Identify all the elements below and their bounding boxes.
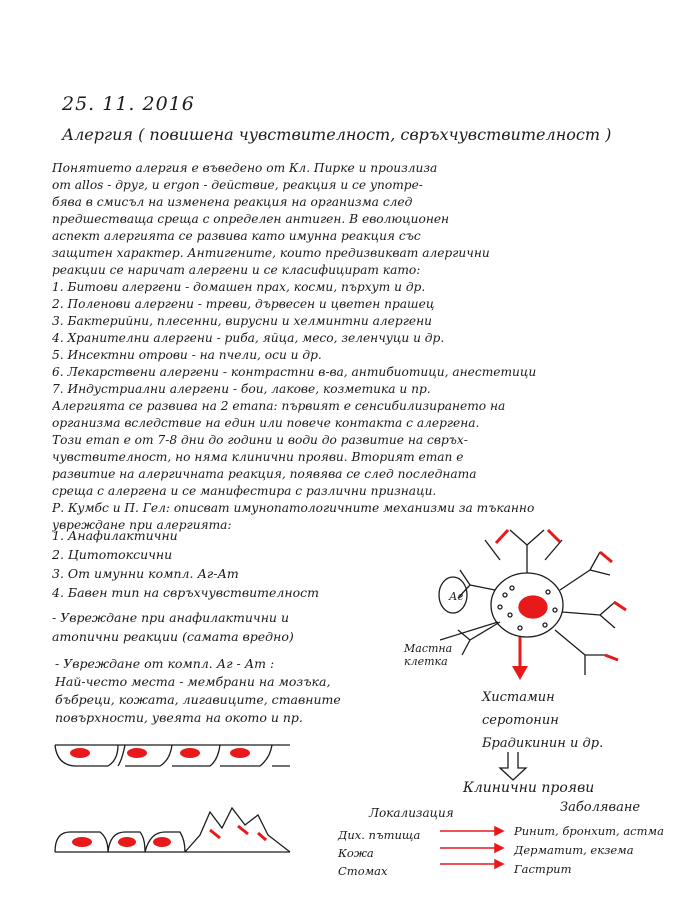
- text-line: Този етап е от 7-8 дни до години и води до развитие на свръх-: [52, 433, 468, 447]
- localization-list: [338, 826, 420, 880]
- note-line: повърхности, увеята на окото и пр.: [55, 710, 303, 725]
- mediator-item: серотонин: [482, 713, 559, 728]
- text-line: Алергията се развива на 2 етапа: първият е сенсибилизирането на: [52, 399, 506, 413]
- tissue-cells-damaged: [55, 808, 290, 852]
- antigen-label: Аг: [449, 590, 463, 603]
- text-line: защитен характер. Антигените, които предизвикват алергични: [52, 246, 490, 260]
- disease-item: Дерматит, екзема: [514, 843, 634, 857]
- text-line: бява в смисъл на изменена реакция на организма след: [52, 195, 413, 209]
- clinical-title: Клинични прояви: [463, 780, 595, 796]
- note-anaphylactic-line: атопични реакции (самата вредно): [52, 629, 294, 644]
- allergen-item: 1. Битови алергени - домашен прах, косми, пърхут и др.: [52, 280, 426, 294]
- text-line: аспект алергията се развива като имунна реакция със: [52, 229, 421, 243]
- allergen-item: 2. Поленови алергени - треви, дървесен и цветен прашец: [52, 297, 435, 311]
- mapping-arrows: [440, 827, 503, 868]
- localization-item: Стомах: [338, 864, 388, 878]
- note-line: Най-често места - мембрани на мозъка,: [55, 674, 331, 689]
- localization-item: Дих. пътища: [338, 828, 421, 842]
- allergen-item: 3. Бактерийни, плесенни, вирусни и хелминтни алергени: [52, 314, 432, 328]
- text-line: Понятието алергия е въведено от Кл. Пирке и произлиза: [52, 161, 438, 175]
- mechanism-item: 3. От имунни компл. Аг-Ат: [52, 566, 239, 581]
- text-line: увреждане при алергията:: [52, 518, 232, 532]
- mechanism-item: 4. Бавен тип на свръхчувствителност: [52, 585, 319, 600]
- down-arrow-icon: [500, 752, 526, 780]
- tissue-cells-intact: [55, 745, 290, 766]
- allergen-item: 5. Инсектни отрови - на пчели, оси и др.: [52, 348, 322, 362]
- allergen-item: 4. Хранителни алергени - риба, яйца, месо, зеленчуци и др.: [52, 331, 445, 345]
- note-line: бъбреци, кожата, лигавиците, ставните: [55, 692, 341, 707]
- mediator-list: [482, 686, 603, 755]
- allergen-item: 6. Лекарствени алергени - контрастни в-ва, антибиотици, анестетици: [52, 365, 537, 379]
- disease-list: [514, 822, 664, 879]
- text-line: Р. Кумбс и П. Гел: описват имунопатологичните механизми за тъканно: [52, 501, 535, 515]
- text-line: предшестваща среща с определен антиген. В еволюционен: [52, 212, 450, 226]
- disease-header: Заболяване: [560, 800, 641, 815]
- mast-label-arrow: [440, 622, 498, 640]
- localization-item: Кожа: [338, 846, 374, 860]
- mediator-item: Хистамин: [482, 690, 555, 705]
- note-line: - Увреждане от компл. Аг - Ат :: [55, 656, 275, 671]
- mechanism-item: 2. Цитотоксични: [52, 547, 173, 562]
- mechanism-item: 1. Анафилактични: [52, 528, 178, 543]
- text-line: чувствителност, но няма клинични прояви. Вторият етап е: [52, 450, 464, 464]
- text-line: развитие на алергичната реакция, появява се след последната: [52, 467, 477, 481]
- text-line: реакции се наричат алергени и се класифицират като:: [52, 263, 421, 277]
- mediator-item: Брадикинин и др.: [482, 736, 604, 751]
- localization-header: Локализация: [369, 806, 454, 820]
- disease-item: Гастрит: [514, 862, 572, 876]
- mast-cell-drawing: [439, 530, 615, 675]
- text-line: организма вследствие на един или повече контакта с алергена.: [52, 416, 480, 430]
- allergen-item: 7. Индустриални алергени - бои, лакове, козметика и пр.: [52, 382, 431, 396]
- mast-cell-label: Мастна клетка: [404, 642, 453, 668]
- text-line: среща с алергена и се манифестира с различни признаци.: [52, 484, 437, 498]
- disease-item: Ринит, бронхит, астма: [514, 824, 664, 838]
- degranulation-arrow: [512, 637, 528, 680]
- note-anaphylactic-line: - Увреждане при анафилактични и: [52, 610, 290, 625]
- text-line: от allos - друг, и ergon - действие, реакция и се употре-: [52, 178, 423, 192]
- note-title: Алергия ( повишена чувствителност, свръхчувствителност ): [62, 125, 612, 144]
- note-date: 25. 11. 2016: [62, 93, 195, 115]
